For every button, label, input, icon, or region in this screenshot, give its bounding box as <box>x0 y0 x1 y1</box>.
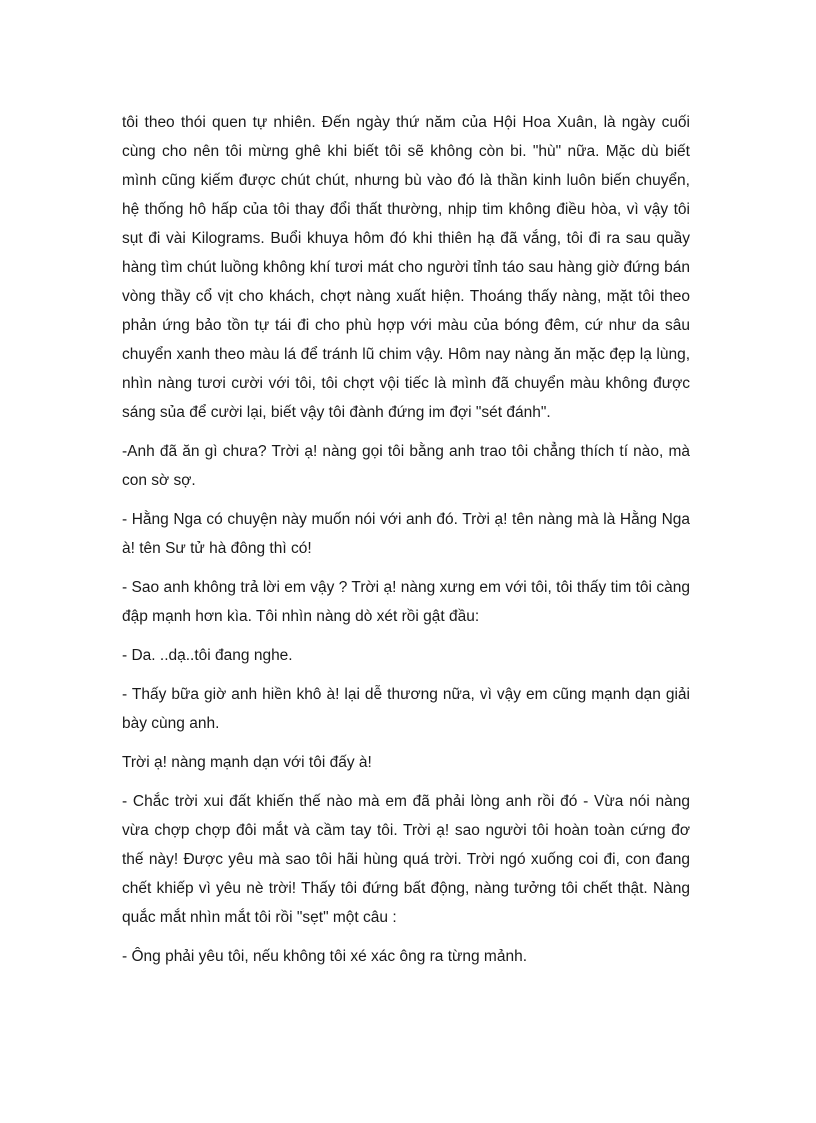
paragraph-dialogue-3: - Sao anh không trả lời em vậy ? Trời ạ! nàng xưng em với tôi, tôi thấy tim tôi càng đập mạnh hơn kìa. Tôi nhìn nàng dò xét rồi gật đầu: <box>122 579 690 625</box>
paragraph-dialogue-2: - Hằng Nga có chuyện này muốn nói với anh đó. Trời ạ! tên nàng mà là Hằng Nga à! tên Sư tử hà đông thì có! <box>122 511 690 557</box>
paragraph-dialogue-1: -Anh đã ăn gì chưa? Trời ạ! nàng gọi tôi bằng anh trao tôi chẳng thích tí nào, mà con sờ sợ. <box>122 443 690 489</box>
paragraph-dialogue-4: - Da. ..dạ..tôi đang nghe. <box>122 647 293 664</box>
paragraph-dialogue-7: - Ông phải yêu tôi, nếu không tôi xé xác ông ra từng mảnh. <box>122 948 528 965</box>
paragraph-dialogue-6: - Chắc trời xui đất khiến thế nào mà em đã phải lòng anh rồi đó - Vừa nói nàng vừa chợp chợp đôi mắt và cầm tay tôi. Trời ạ! sao người tôi hoàn toàn cứng đơ thế này! Được yêu mà sao tôi hãi hùng quá trời. Trời ngó xuống coi đi, con đang chết khiếp vì yêu nè trời! Thấy tôi đứng bất động, nàng tưởng tôi chết thật. Nàng quắc mắt nhìn mắt tôi rồi "sẹt" một câu : <box>122 793 690 926</box>
document-body <box>122 108 690 981</box>
paragraph-narration-1: tôi theo thói quen tự nhiên. Đến ngày thứ năm của Hội Hoa Xuân, là ngày cuối cùng cho nên tôi mừng ghê khi biết tôi sẽ không còn bi. "hù" nữa. Mặc dù biết mình cũng kiếm được chút chút, nhưng bù vào đó là thần kinh luôn biến chuyển, hệ thống hô hấp của tôi thay đổi thất thường, nhịp tim không điều hòa, vì vậy tôi sụt đi vài Kilograms. Buổi khuya hôm đó khi thiên hạ đã vắng, tôi đi ra sau quầy hàng tìm chút luồng không khí tươi mát cho người tỉnh táo sau hàng giờ đứng bán vòng thầy cổ vịt cho khách, chợt nàng xuất hiện. Thoáng thấy nàng, mặt tôi theo phản ứng bảo tồn tự tái đi cho phù hợp với màu của bóng đêm, cứ như da sâu chuyển xanh theo màu lá để tránh lũ chim vậy. Hôm nay nàng ăn mặc đẹp lạ lùng, nhìn nàng tươi cười với tôi, tôi chợt vội tiếc là mình đã chuyển màu không được sáng sủa để cười lại, biết vậy tôi đành đứng im đợi "sét đánh". <box>122 114 690 421</box>
paragraph-dialogue-5: - Thấy bữa giờ anh hiền khô à! lại dễ thương nữa, vì vậy em cũng mạnh dạn giải bày cùng anh. <box>122 686 690 732</box>
paragraph-narration-2: Trời ạ! nàng mạnh dạn với tôi đấy à! <box>122 754 372 771</box>
